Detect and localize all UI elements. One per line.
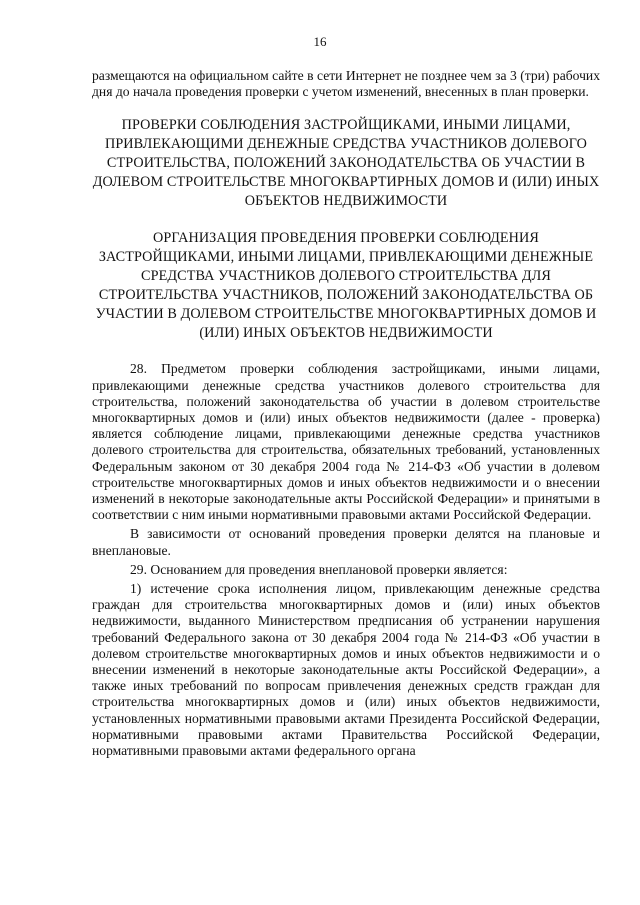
page-number: 16 [313, 34, 327, 49]
paragraph-29-item-1: 1) истечение срока исполнения лицом, привлекающим денежные средства граждан для строительства многоквартирных домов и (или) иных объектов недвижимости, выданного Министерством предписания об устранении нарушения требований Федерального закона от 30 декабря 2004 года № 214-ФЗ «Об участии в долевом строительстве многоквартирных домов и иных объектов недвижимости и о внесении изменений в некоторые законодательные акты Российской Федерации», а также иных требований по вопросам привлечения денежных средств граждан для строительства многоквартирных домов и (или) иных объектов недвижимости, установленных нормативными правовыми актами Президента Российской Федерации, нормативными правовыми актами Правительства Российской Федерации, нормативными правовыми актами федерального органа [92, 581, 600, 759]
paragraph-28: 28. Предметом проверки соблюдения застройщиками, иными лицами, привлекающими денежные средства участников долевого строительства для строительства, положений законодательства об участии в долевом строительстве многоквартирных домов и (или) иных объектов недвижимости (далее - проверка) является соблюдение лицами, привлекающими денежные средства участников долевого строительства для строительства, обязательных требований, установленных Федеральным законом от 30 декабря 2004 года № 214-ФЗ «Об участии в долевом строительстве многоквартирных домов и иных объектов недвижимости и о внесении изменений в некоторые законодательные акты Российской Федерации» и принятыми в соответствии с ним иными нормативными правовыми актами Российской Федерации. [92, 361, 600, 523]
paragraph-29: 29. Основанием для проведения внеплановой проверки является: [130, 561, 508, 577]
page-body [92, 68, 600, 759]
section-heading: ПРОВЕРКИ СОБЛЮДЕНИЯ ЗАСТРОЙЩИКАМИ, ИНЫМИ ЛИЦАМИ, ПРИВЛЕКАЮЩИМИ ДЕНЕЖНЫЕ СРЕДСТВА УЧАСТНИКОВ ДОЛЕВОГО СТРОИТЕЛЬСТВА, ПОЛОЖЕНИЙ ЗАКОНОДАТЕЛЬСТВА ОБ УЧАСТИИ В ДОЛЕВОМ СТРОИТЕЛЬСТВЕ МНОГОКВАРТИРНЫХ ДОМОВ И (ИЛИ) ИНЫХ ОБЪЕКТОВ НЕДВИЖИМОСТИ [92, 117, 600, 210]
paragraph-check-types: В зависимости от оснований проведения проверки делятся на плановые и внеплановые. [92, 526, 600, 558]
intro-paragraph: размещаются на официальном сайте в сети Интернет не позднее чем за 3 (три) рабочих дня до начала проведения проверки с учетом изменений, внесенных в план проверки. [92, 68, 600, 100]
subsection-heading: ОРГАНИЗАЦИЯ ПРОВЕДЕНИЯ ПРОВЕРКИ СОБЛЮДЕНИЯ ЗАСТРОЙЩИКАМИ, ИНЫМИ ЛИЦАМИ, ПРИВЛЕКАЮЩИМИ ДЕНЕЖНЫЕ СРЕДСТВА УЧАСТНИКОВ ДОЛЕВОГО СТРОИТЕЛЬСТВА ДЛЯ СТРОИТЕЛЬСТВА УЧАСТНИКОВ, ПОЛОЖЕНИЙ ЗАКОНОДАТЕЛЬСТВА ОБ УЧАСТИИ В ДОЛЕВОМ СТРОИТЕЛЬСТВЕ МНОГОКВАРТИРНЫХ ДОМОВ И (ИЛИ) ИНЫХ ОБЪЕКТОВ НЕДВИЖИМОСТИ [95, 230, 597, 342]
